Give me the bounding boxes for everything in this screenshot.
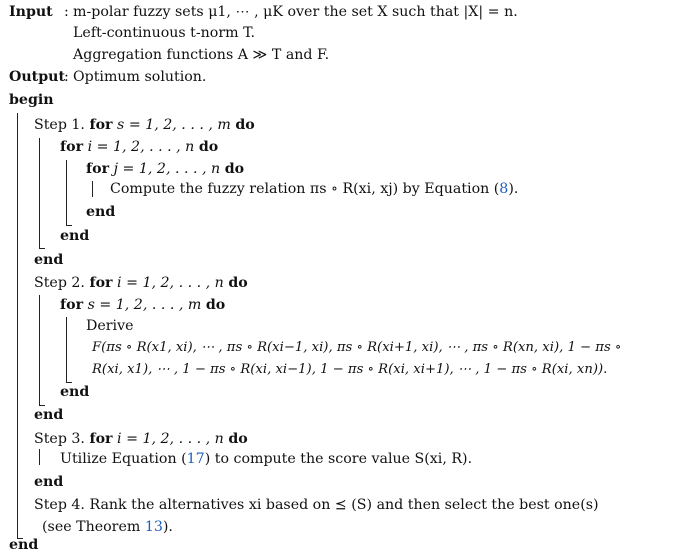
utilize-text: Utilize Equation ( — [60, 451, 187, 467]
output-text: Optimum solution. — [73, 69, 207, 85]
do-keyword: do — [198, 139, 219, 155]
compute-text: Compute the fuzzy relation πs ∘ R(xi, xj) by Equation ( — [110, 181, 500, 197]
end-keyword: end — [34, 407, 64, 423]
formula-line-1: F(πs ∘ R(x1, xi), ⋯ , πs ∘ R(xi−1, xi), πs ∘ R(xi+1, xi), ⋯ , πs ∘ R(xn, xi), 1 − πs ∘ — [92, 340, 622, 355]
step2-line — [34, 274, 248, 292]
step1-for-rule — [39, 138, 40, 248]
do-keyword: do — [224, 161, 245, 177]
step4-line-2 — [42, 518, 173, 536]
end-keyword: end — [60, 228, 90, 244]
input-line-2: Left-continuous t-norm T. — [73, 25, 255, 41]
step1-loop-s: s = 1, 2, . . . , m — [117, 117, 231, 133]
for-keyword: for — [89, 275, 113, 291]
step3-label: Step 3. — [34, 431, 85, 447]
end-keyword: end — [34, 474, 64, 490]
for-s-rule — [66, 317, 67, 382]
for-keyword: for — [60, 139, 84, 155]
for-s-line — [60, 296, 225, 314]
step2-label: Step 2. — [34, 275, 85, 291]
step2-loop-i: i = 1, 2, . . . , n — [117, 275, 224, 291]
theorem-13-link[interactable]: 13 — [144, 519, 163, 535]
derive-text: Derive — [86, 318, 134, 334]
input-colon: : — [64, 4, 69, 20]
for-keyword: for — [86, 161, 110, 177]
output-label: Output — [9, 69, 66, 85]
step1-for-tick — [39, 248, 45, 249]
end-keyword: end — [60, 384, 90, 400]
step4-text: (see Theorem — [42, 519, 145, 535]
step4-line-1: Step 4. Rank the alternatives xi based on ⪯ (S) and then select the best one(s) — [34, 497, 599, 513]
do-keyword: do — [228, 275, 248, 291]
equation-8-link[interactable]: 8 — [499, 181, 509, 197]
step1-loop-j: j = 1, 2, . . . , n — [113, 161, 221, 177]
end-keyword: end — [34, 252, 64, 268]
step3-line — [34, 430, 248, 448]
do-keyword: do — [228, 431, 248, 447]
for-keyword: for — [60, 297, 84, 313]
for-i-rule — [66, 160, 67, 225]
step1-line — [34, 116, 255, 134]
for-keyword: for — [89, 117, 113, 133]
for-i-line — [60, 138, 218, 156]
for-j-line — [86, 160, 244, 178]
begin-block-rule — [17, 113, 18, 538]
utilize-line — [60, 450, 472, 468]
input-label: Input — [9, 4, 53, 20]
step3-loop-i: i = 1, 2, . . . , n — [117, 431, 224, 447]
input-line-3: Aggregation functions A ≫ T and F. — [73, 47, 330, 63]
step3-for-rule — [39, 449, 40, 465]
step1-label: Step 1. — [34, 117, 85, 133]
for-i-tick — [66, 225, 72, 226]
utilize-text-end: ) to compute the score value S(xi, R). — [204, 451, 473, 467]
step1-loop-i: i = 1, 2, . . . , n — [87, 139, 195, 155]
compute-line — [110, 180, 518, 198]
step2-for-rule — [39, 295, 40, 405]
compute-text-end: ). — [508, 181, 519, 197]
equation-17-link[interactable]: 17 — [186, 451, 205, 467]
do-keyword: do — [235, 117, 255, 133]
for-j-rule — [92, 181, 93, 197]
step2-loop-s: s = 1, 2, . . . , m — [87, 297, 202, 313]
begin-keyword: begin — [9, 92, 54, 108]
input-line-1: m-polar fuzzy sets μ1, ⋯ , μK over the set X such that |X| = n. — [73, 4, 518, 20]
do-keyword: do — [205, 297, 226, 313]
formula-line-2: R(xi, x1), ⋯ , 1 − πs ∘ R(xi, xi−1), 1 − πs ∘ R(xi, xi+1), ⋯ , 1 − πs ∘ R(xi, xn)). — [92, 362, 608, 377]
final-end-keyword: end — [9, 537, 39, 553]
step4-text-end: ). — [162, 519, 173, 535]
end-keyword: end — [86, 204, 116, 220]
for-keyword: for — [89, 431, 113, 447]
output-colon: : — [64, 69, 69, 85]
